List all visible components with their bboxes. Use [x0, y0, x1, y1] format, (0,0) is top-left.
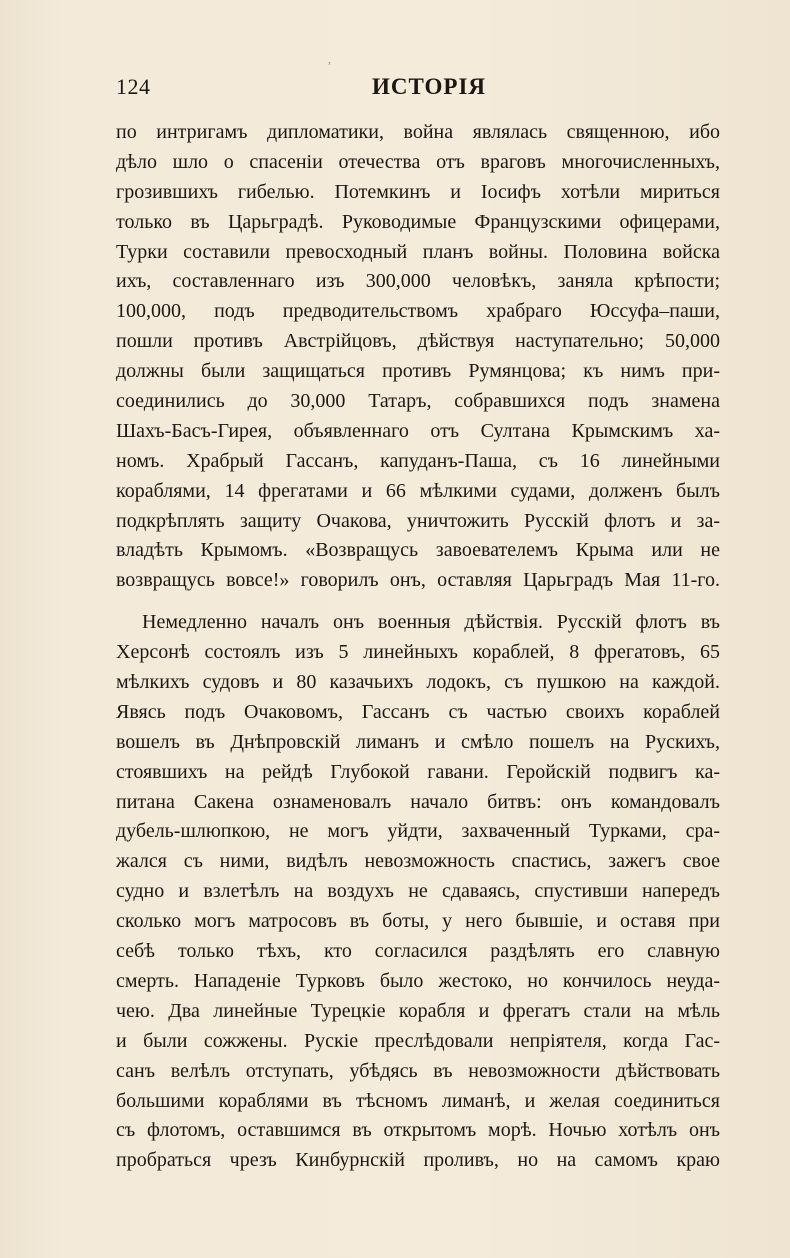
text-line: ихъ, составленнаго изъ 300,000 человѣкъ, заняла крѣпости; — [116, 270, 720, 293]
text-line: санъ велѣлъ отступать, убѣдясь въ невозможности дѣйствовать — [116, 1059, 720, 1082]
text-line: пробраться чрезъ Кинбурнскій проливъ, но на самомъ краю — [116, 1149, 720, 1172]
text-line: пошли противъ Австрійцовъ, дѣйствуя наступательно; 50,000 — [116, 330, 720, 353]
text-line: только въ Царьградѣ. Руководимые Французскими офицерами, — [116, 210, 720, 233]
text-line: стоявшихъ на рейдѣ Глубокой гавани. Геройскій подвигъ ка- — [116, 760, 720, 783]
text-line: подкрѣплять защиту Очакова, уничтожить Русскій флотъ и за- — [116, 509, 720, 532]
text-line: питана Сакена ознаменовалъ начало битвъ: онъ командовалъ — [116, 790, 720, 813]
text-line: Турки составили превосходный планъ войны. Половина войска — [116, 240, 720, 263]
page-number: 124 — [116, 74, 151, 99]
text-line: должны были защищаться противъ Румянцова; къ нимъ при- — [116, 360, 720, 383]
text-line: судно и взлетѣлъ на воздухъ не сдаваясь, спустивши напередъ — [116, 880, 720, 903]
body-text — [116, 118, 720, 1176]
text-line: мѣлкихъ судовъ и 80 казачьихъ лодокъ, съ пушкою на каждой. — [116, 671, 720, 694]
text-line: и были сожжены. Рускіе преслѣдовали непріятеля, когда Гас- — [116, 1029, 720, 1052]
text-line: большими кораблями въ тѣсномъ лиманѣ, и желая соединиться — [116, 1089, 720, 1112]
paragraph-gap — [116, 596, 720, 608]
running-title: ИСТОРІЯ — [372, 74, 487, 99]
text-line: владѣть Крымомъ. «Возвращусь завоевателемъ Крыма или не — [116, 539, 720, 562]
text-line: себѣ только тѣхъ, кто согласился раздѣлять его славную — [116, 940, 720, 963]
text-line: сколько могъ матросовъ въ боты, у него бывшіе, и оставя при — [116, 910, 720, 933]
text-line: 100,000, подъ предводительствомъ храбраго Юссуфа–паши, — [116, 300, 720, 323]
text-line: грозившихъ гибелью. Потемкинъ и Іосифъ хотѣли мириться — [116, 180, 720, 203]
text-line: Явясь подъ Очаковомъ, Гассанъ съ частью своихъ кораблей — [116, 700, 720, 723]
text-line: по интригамъ дипломатики, война являлась священною, ибо — [116, 121, 720, 143]
text-line: кораблями, 14 фрегатами и 66 мѣлкими судами, долженъ былъ — [116, 479, 720, 502]
text-line: дубель-шлюпкою, не могъ уйдти, захваченный Турками, сра- — [116, 820, 720, 843]
page-header — [116, 70, 720, 106]
text-line: Немедленно началъ онъ военныя дѣйствія. Русскій флотъ въ — [142, 611, 720, 634]
text-line: смерть. Нападеніе Турковъ было жестоко, но кончилось неуда- — [116, 969, 720, 992]
text-line: вошелъ въ Днѣпровскій лиманъ и смѣло пошелъ на Рускихъ, — [116, 730, 720, 753]
text-line: Херсонѣ состоялъ изъ 5 линейныхъ кораблей, 8 фрегатовъ, 65 — [116, 641, 720, 664]
paragraph-2 — [116, 608, 720, 1176]
text-line: чею. Два линейные Турецкіе корабля и фрегатъ стали на мѣль — [116, 999, 720, 1022]
text-line: соединились до 30,000 Татаръ, собравшихся подъ знамена — [116, 390, 720, 413]
text-line: дѣло шло о спасеніи отечества отъ враговъ многочисленныхъ, — [116, 150, 720, 173]
text-line: возвращусь вовсе!» говорилъ онъ, оставляя Царьградъ Мая 11-го. — [116, 569, 720, 592]
text-line: Шахъ-Басъ-Гирея, объявленнаго отъ Султана Крымскимъ ха- — [116, 419, 720, 442]
text-line: номъ. Храбрый Гассанъ, капуданъ-Паша, съ 16 линейными — [116, 449, 720, 472]
print-mark: , — [328, 52, 331, 66]
text-line: жался съ ними, видѣлъ невозможность спастись, зажегъ свое — [116, 850, 720, 873]
paragraph-1 — [116, 118, 720, 596]
text-line: съ флотомъ, оставшимся въ открытомъ морѣ. Ночью хотѣлъ онъ — [116, 1119, 720, 1142]
